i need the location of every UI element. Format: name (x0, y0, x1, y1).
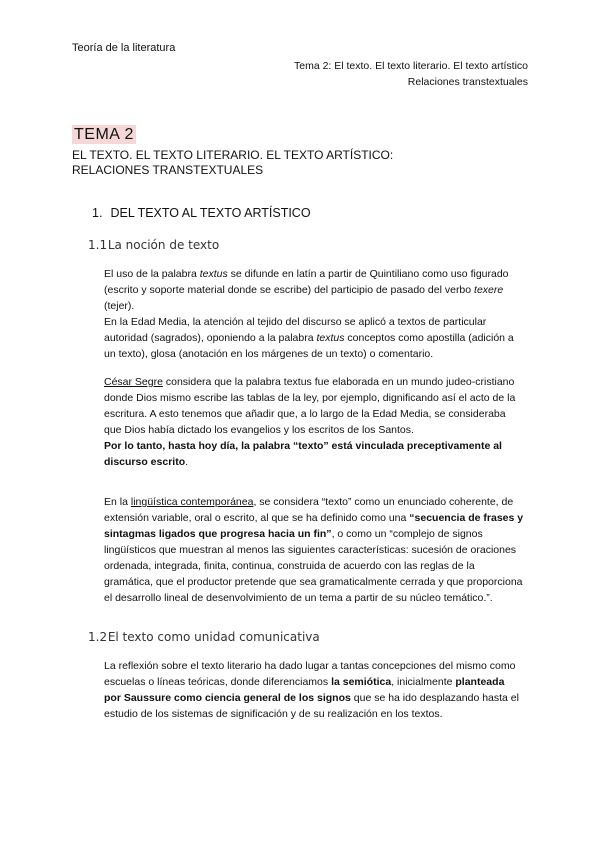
bold-statement: planteada por Saussure como ciencia general de los signos (104, 676, 505, 704)
bold-statement: Por lo tanto, hasta hoy día, la palabra “texto” está vinculada preceptivamente al discurso escrito (104, 440, 502, 468)
paragraph-5 (104, 658, 524, 722)
header-topic (294, 58, 528, 90)
text-run: considera que la palabra textus fue elaborada en un mundo judeo-cristiano donde Dios mismo escribe las tablas de la ley, por ejemplo, dignificando así el acto de la escritura. A esto tenemos que añadir que, a lo largo de la Edad Media, se consideraba que Dios había dictado los evangelios y los escritos de los Santos. (104, 376, 516, 436)
text-run: En la Edad Media, la atención al tejido del discurso se aplicó a textos de particular autoridad (sagrados), oponiendo a la palabra (104, 316, 487, 344)
subsection-heading-1-2 (88, 630, 320, 644)
paragraph-3 (104, 374, 524, 438)
text-run: se difunde en latín a partir de Quintiliano como uso figurado (escrito y soporte material donde se escribe) del participio de pasado del verbo (104, 268, 509, 296)
subsection-number: 1.1 (88, 238, 108, 252)
text-run: , inicialmente (391, 676, 456, 688)
header-topic-line2: Relaciones transtextuales (407, 76, 528, 88)
paragraph-textus (104, 266, 524, 362)
subsection-label: El texto como unidad comunicativa (107, 630, 320, 644)
text-run: . (185, 456, 189, 468)
text-run: , se considera “texto” como un enunciado coherente, de extensión variable, oral o escrito, al que se ha definido como una (104, 496, 514, 524)
paragraph-semiotica (104, 658, 524, 722)
underlined-term: lingüística contemporánea (130, 496, 254, 508)
italic-term: texere (474, 284, 504, 296)
bold-definition: “secuencia de frases y sintagmas ligados que progresa hacia un fin” (104, 512, 524, 540)
text-run: La reflexión sobre el texto literario ha dado lugar a tantas concepciones del mismo como escuelas o líneas teóricas, donde diferenciamos (104, 660, 516, 688)
header-course-title: Teoría de la literatura (72, 42, 176, 54)
paragraph-4 (104, 494, 524, 606)
page-title: TEMA 2 (74, 126, 134, 143)
subtitle-line2: RELACIONES TRANSTEXTUALES (72, 163, 264, 177)
text-run: , o como un “complejo de signos lingüísticos que muestran al menos las siguientes características: sucesión de oraciones ordenada, integrada, finita, continua, construida de acuerdo con las reglas de la gramática, que el productor pretende que sea gramaticalmente cerrada y que proporciona el desarrollo lineal de desenvolvimiento de un tema a partir de su núcleo temático.”. (104, 528, 523, 604)
paragraph-1 (104, 266, 524, 314)
paragraph-linguistica (104, 494, 524, 606)
subsection-label: La noción de texto (107, 238, 220, 252)
section-label: DEL TEXTO AL TEXTO ARTÍSTICO (110, 206, 311, 220)
text-run: conceptos como apostilla (adición a un texto), glosa (anotación en los márgenes de un texto) o comentario. (104, 332, 514, 360)
bold-term: la semiótica (331, 676, 392, 688)
italic-term: textus (316, 332, 345, 344)
section-number: 1. (92, 206, 103, 220)
subsection-heading-1-1 (88, 238, 219, 252)
paragraph-3-conclusion (104, 438, 524, 470)
header-topic-line1: Tema 2: El texto. El texto literario. El texto artístico (293, 60, 528, 72)
paragraph-segre (104, 374, 524, 470)
text-run: que se ha ido desplazando hasta el estudio de los sistemas de significación y de su realización en los textos. (104, 692, 519, 720)
text-run: El uso de la palabra (104, 268, 200, 280)
italic-term: textus (199, 268, 228, 280)
text-run: En la (104, 496, 131, 508)
author-name: César Segre (104, 376, 163, 388)
page-subtitle (72, 148, 393, 178)
text-run: (tejer). (104, 300, 135, 312)
subsection-number: 1.2 (88, 630, 108, 644)
section-heading-1 (92, 206, 311, 220)
paragraph-2 (104, 314, 524, 362)
subtitle-line1: EL TEXTO. EL TEXTO LITERARIO. EL TEXTO ARTÍSTICO: (72, 148, 394, 162)
